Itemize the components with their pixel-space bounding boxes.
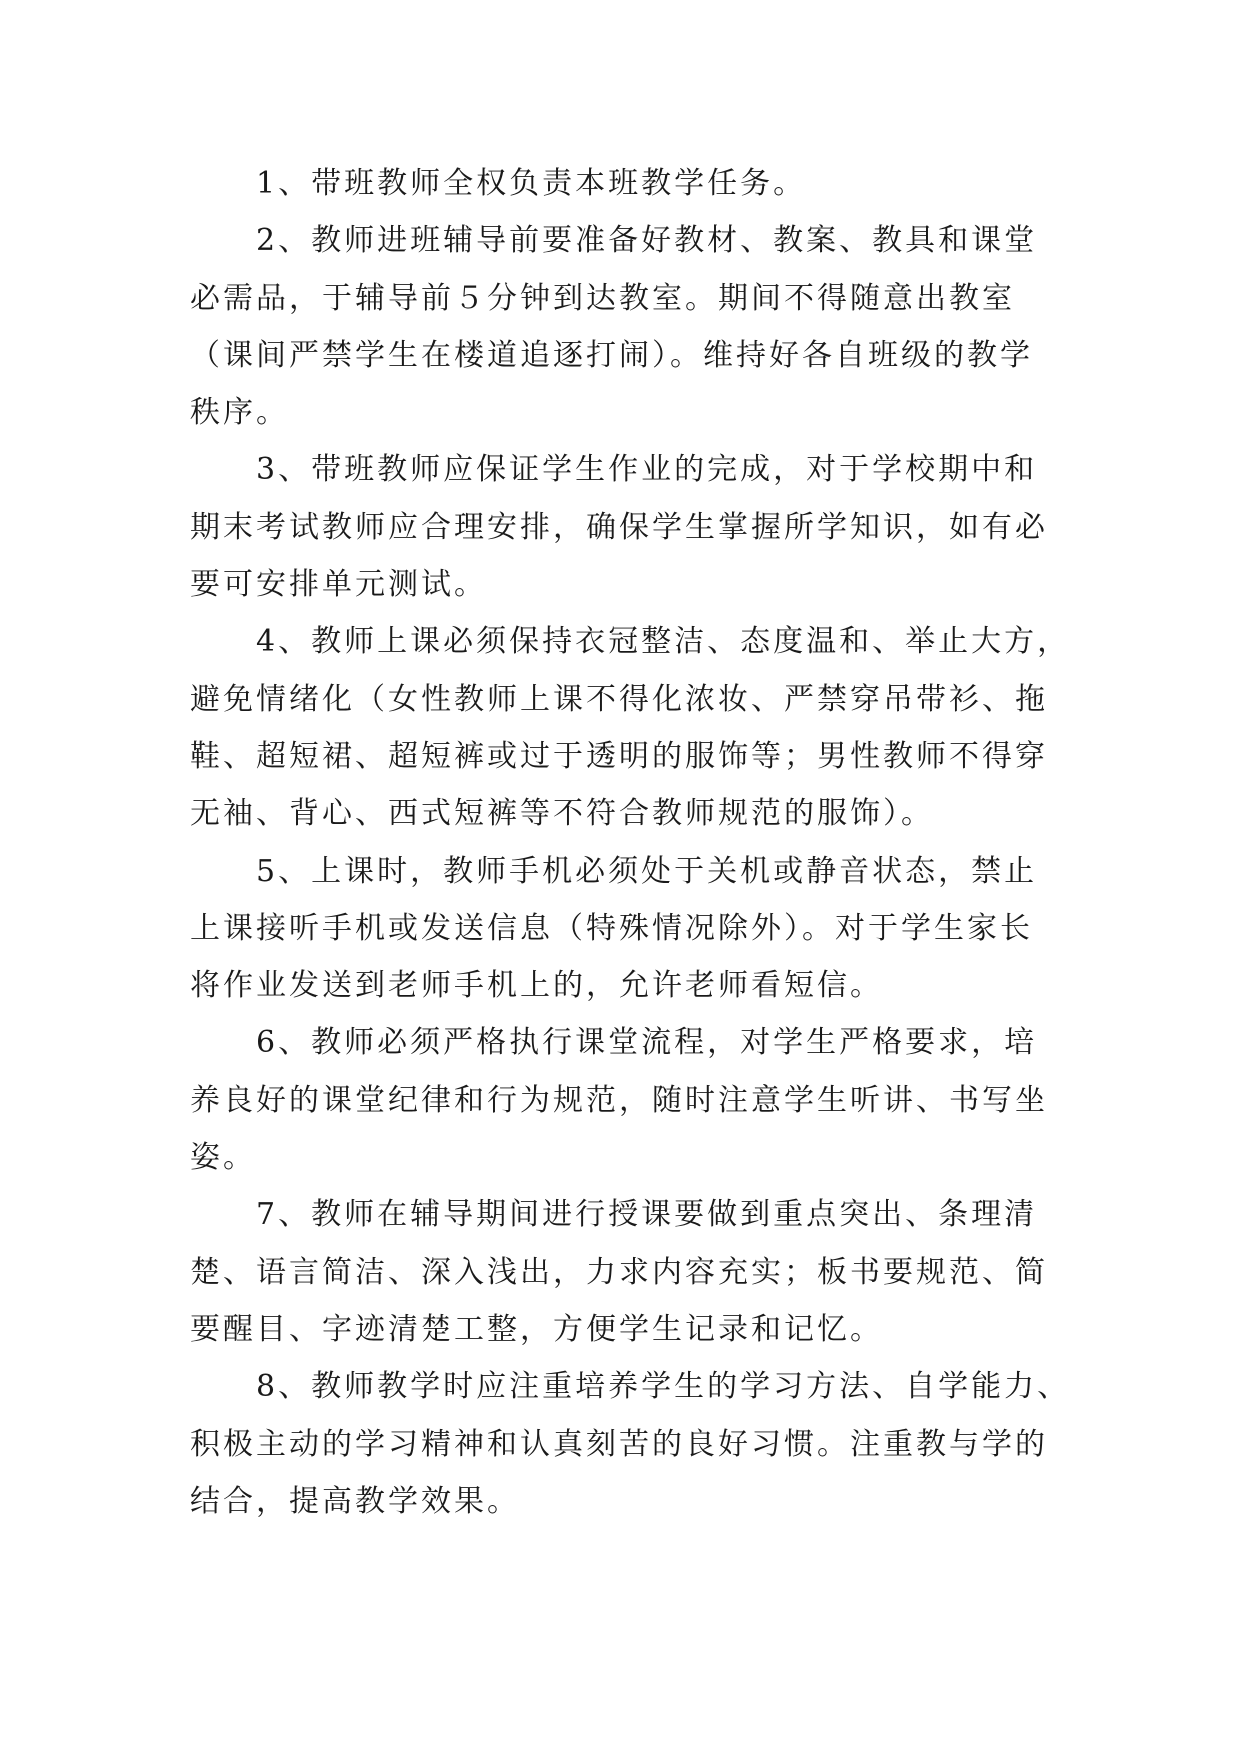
paragraph-2: [190, 212, 1050, 441]
text-line: 必需品，于辅导前５分钟到达教室。期间不得随意出教室: [190, 280, 1015, 316]
text-line: 期末考试教师应合理安排，确保学生掌握所学知识，如有必: [190, 509, 1048, 545]
text-line: 上课接听手机或发送信息（特殊情况除外）。对于学生家长: [190, 910, 1033, 946]
text-line: 无袖、背心、西式短裤等不符合教师规范的服饰）。: [190, 796, 934, 832]
text-line: 姿。: [190, 1140, 256, 1176]
text-line: 1、带班教师全权负责本班教学任务。: [256, 166, 807, 201]
text-line: 将作业发送到老师手机上的，允许老师看短信。: [190, 968, 883, 1004]
paragraph-4: [190, 613, 1071, 842]
paragraph-7: [190, 1186, 1050, 1358]
text-line: 4、教师上课必须保持衣冠整洁、态度温和、举止大方，: [256, 624, 1071, 660]
paragraph-5: [190, 843, 1050, 1015]
text-line: 8、教师教学时应注重培养学生的学习方法、自学能力、: [256, 1369, 1071, 1405]
text-line: 7、教师在辅导期间进行授课要做到重点突出、条理清: [256, 1197, 1038, 1233]
paragraph-8: [190, 1358, 1071, 1530]
text-line: 楚、语言简洁、深入浅出，力求内容充实；板书要规范、简: [190, 1254, 1048, 1290]
paragraph-1: [190, 155, 1050, 212]
document-body: [190, 155, 1071, 1530]
text-line: 养良好的课堂纪律和行为规范，随时注意学生听讲、书写坐: [190, 1082, 1048, 1118]
text-line: （课间严禁学生在楼道追逐打闹）。维持好各自班级的教学: [190, 337, 1033, 373]
text-line: 3、带班教师应保证学生作业的完成，对于学校期中和: [256, 452, 1038, 488]
text-line: 要醒目、字迹清楚工整，方便学生记录和记忆。: [190, 1311, 883, 1347]
text-line: 2、教师进班辅导前要准备好教材、教案、教具和课堂: [256, 223, 1038, 259]
text-line: 5、上课时，教师手机必须处于关机或静音状态，禁止: [256, 853, 1038, 889]
text-line: 6、教师必须严格执行课堂流程，对学生严格要求，培: [256, 1025, 1038, 1061]
text-line: 避免情绪化（女性教师上课不得化浓妆、严禁穿吊带衫、拖: [190, 681, 1048, 717]
text-line: 鞋、超短裙、超短裤或过于透明的服饰等；男性教师不得穿: [190, 738, 1048, 774]
text-line: 结合，提高教学效果。: [190, 1483, 520, 1519]
paragraph-6: [190, 1014, 1050, 1186]
paragraph-3: [190, 441, 1050, 613]
text-line: 积极主动的学习精神和认真刻苦的良好习惯。注重教与学的: [190, 1426, 1048, 1462]
text-line: 要可安排单元测试。: [190, 567, 487, 603]
text-line: 秩序。: [190, 395, 289, 431]
